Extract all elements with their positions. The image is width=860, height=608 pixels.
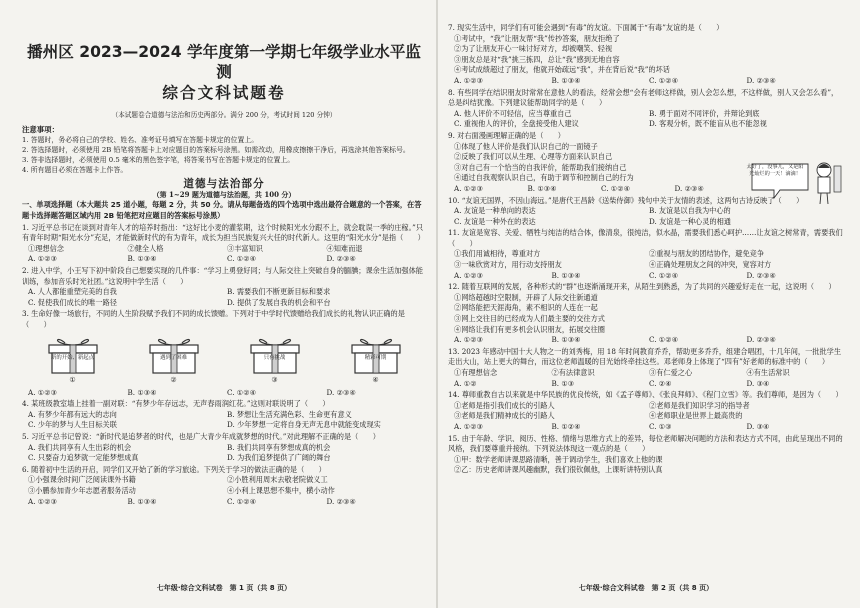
question-options <box>448 271 844 282</box>
exam-title: 播州区 2023—2024 学年度第一学期七年级学业水平监测 <box>27 43 421 81</box>
option-b: B. ①③④ <box>551 270 581 280</box>
option-b: B. 梦想让生活充满色彩、生命更有意义 <box>227 409 352 419</box>
gift-number: ① <box>69 376 76 385</box>
option-c: C. ①②④ <box>601 183 631 193</box>
option-a: A. 友谊是一种单向的表达 <box>454 206 536 216</box>
option-c: C. ①②④ <box>227 496 257 506</box>
item: ①有理想信念 <box>454 368 498 377</box>
gift-illustrations <box>22 335 426 386</box>
gift-box <box>142 335 206 386</box>
option-c: C. 只要奋力追梦就一定能梦想成真 <box>28 453 139 463</box>
item: ①甲：数学老师讲课思路清晰，善于调动学生，我们喜欢上他的课 <box>454 454 663 464</box>
question-11 <box>448 228 844 281</box>
item: ③朋友总是对“我”挑三拣四，总让“我”感到无地自容 <box>454 54 620 64</box>
question-5 <box>22 432 426 464</box>
item: ①理想信念 <box>28 243 64 253</box>
option-b: B. ①③④ <box>127 254 157 264</box>
question-options <box>22 254 426 265</box>
section-title: 道德与法治部分 <box>183 178 265 191</box>
item: ③网上交往目的已经成为人们最主要的交往方式 <box>454 314 605 324</box>
question-items <box>448 34 844 76</box>
option-c: C. ②④ <box>649 378 672 388</box>
option-a: A. ①②③ <box>454 183 484 193</box>
item: ①老师是指引我们成长的引路人 <box>454 400 555 410</box>
question-options <box>22 497 426 508</box>
question-stem: 8. 有些同学在结识朋友时常常在意他人的看法，经常会想“会有老师这样做，别人会怎么想，不这样做，别人又会怎么看”，总是纠结犹豫。下列建议能帮助同学的是（ ） <box>448 87 839 108</box>
item: ③老师是我们精神成长的引路人 <box>454 411 555 421</box>
option-a: A. ①②③ <box>454 421 484 431</box>
gift-number: ④ <box>372 376 379 385</box>
question-stem: 10. “友谊无国界，不因山海远。”是唐代王昌龄《送柴侍御》残句中关于友情的表述，这两句古诗反映了（ ） <box>448 195 804 205</box>
option-a: A. 有梦少年都有远大的志向 <box>28 409 117 419</box>
question-options <box>448 184 748 195</box>
item: ①体现了他人评价是我们认识自己的一面镜子 <box>454 141 598 151</box>
question-items <box>448 293 844 335</box>
exam-subtitle: 综合文科试题卷 <box>162 84 286 102</box>
option-b: B. 友谊是以自我为中心的 <box>649 206 731 216</box>
option-a: A. ①② <box>454 378 477 388</box>
note-item: 3. 答非选择题时，必须使用 0.5 毫米的黑色签字笔，将答案书写在答题卡规定的位置上。 <box>22 156 295 165</box>
note-item: 1. 答题时，务必将自己的学校、姓名、准考证号填写在答题卡规定的位置上。 <box>22 136 259 145</box>
question-items <box>448 368 844 379</box>
option-d: D. 客观分析，既不能盲从也不能忽视 <box>649 119 767 129</box>
question-stem: 7. 现实生活中，同学们有可能会遇到“有毒”的友谊。下面属于“有毒”友谊的是（ ） <box>448 23 724 32</box>
item: ②乙：历史老师讲课风趣幽默，我们很钦佩他，上课听讲特别认真 <box>454 465 663 475</box>
option-d: D. ②③④ <box>746 335 776 345</box>
option-a: A. ①②③ <box>28 496 58 506</box>
item: ④知难而退 <box>326 243 363 253</box>
item: ③对自己有一个恰当的自我评价，能帮助我们接纳自己 <box>454 162 627 172</box>
item: ④通过自我观察认识自己，有助于调节和控制自己的行为 <box>454 173 634 183</box>
item: ③小鹏参加青少年志愿者服务活动 <box>28 486 136 496</box>
notes-heading: 注意事项： <box>22 124 59 134</box>
question-stem: 12. 随着互联网的发展，各种形式的“群”也逐渐涌现开来，从陌生到熟悉，为了共同的兴趣爱好走在一起，这说明（ ） <box>448 282 836 292</box>
option-d: D. ③④ <box>746 421 770 431</box>
option-d: D. ②③④ <box>674 183 704 193</box>
question-stem: 11. 友谊是宽容、关爱、牺牲与纯洁的结合体，像清泉，很纯洁，似水晶，需要我们悉心呵护……让友谊之树常青，需要我们（ ） <box>448 228 843 248</box>
item: ②老师是我们知识学习的指导者 <box>649 400 750 410</box>
option-c: C. ①②④ <box>649 270 679 280</box>
item: ①网络超越时空限制，开辟了人际交往新通道 <box>454 292 598 302</box>
item: ②小胜利用周末去敬老院做义工 <box>227 475 328 485</box>
option-c: C. 少年的梦与人生目标关联 <box>28 420 117 430</box>
option-a: A. 他人评价不可轻信，应当尊重自己 <box>454 108 572 118</box>
page-right <box>448 22 844 594</box>
question-1 <box>22 223 426 265</box>
question-8 <box>448 88 844 130</box>
item: ④有生活常识 <box>746 368 790 377</box>
question-items <box>448 249 844 270</box>
question-13 <box>448 347 844 389</box>
question-stem: 14. 尊师重教自古以来就是中华民族的优良传统，如《孟子尊师》、《张良拜师》、《程门立雪》等。我们尊师，是因为（ ） <box>448 390 843 400</box>
option-a: A. ①②③ <box>454 75 484 85</box>
option-c: C. ①②④ <box>227 254 257 264</box>
option-a: A. ①②③ <box>454 335 484 345</box>
item: ②重视与朋友的团结协作，避免竞争 <box>649 249 765 259</box>
option-b: B. ①③④ <box>127 496 157 506</box>
option-b: B. 我们共同享有梦想成真的机会 <box>227 442 331 452</box>
item: ②健全人格 <box>127 243 164 253</box>
option-b: B. ①③ <box>551 378 575 388</box>
option-a: A. 人人都能重塑完美的自我 <box>28 287 117 297</box>
option-b: B. 勇于面对不同评价，并辩论到底 <box>649 108 760 118</box>
question-options <box>448 76 844 87</box>
gift-label: 只有挑战 <box>263 354 286 361</box>
gift-number: ③ <box>271 376 278 385</box>
option-b: B. ①②④ <box>551 421 581 431</box>
gift-label: 遇到了困难 <box>160 354 187 361</box>
option-b: B. ①③④ <box>551 335 581 345</box>
item: ②为了让朋友开心一味讨好对方，却被嘲笑、轻视 <box>454 44 613 54</box>
question-stem: 6. 随着初中生活的开启，同学们又开始了新的学习旅途。下列关于学习的做法正确的是（ ） <box>22 464 326 474</box>
question-items <box>448 401 844 422</box>
question-items <box>448 455 844 476</box>
notes <box>22 125 426 176</box>
question-7 <box>448 23 844 87</box>
item: ①小强课余时间广泛阅读课外书籍 <box>28 475 136 485</box>
item: ④小利上课思想不集中，横小动作 <box>227 486 335 496</box>
question-items <box>448 142 748 184</box>
item: ②网络能把天涯海角，素不相识的人连在一起 <box>454 303 598 313</box>
question-items <box>22 475 426 496</box>
gift-box <box>41 335 105 386</box>
question-stem: 3. 生命好像一场旅行，不同的人生阶段赋予我们不同的成长馈赠。下列对于中学时代馈赠给我们成长的礼物认识正确的是（ ） <box>22 309 405 329</box>
question-options <box>448 206 844 227</box>
question-options <box>448 379 844 390</box>
option-c: C. ①②④ <box>649 75 679 85</box>
item: ③有仁爱之心 <box>649 368 693 377</box>
option-b: B. ①③④ <box>527 183 557 193</box>
item: ③一味欣赏对方，用行动支持朋友 <box>454 260 562 270</box>
note-item: 2. 答选择题时，必须使用 2B 铅笔将答题卡上对应题目的答案标号涂黑。如需改动，用橡皮擦擦干净后，再选涂其他答案标号。 <box>22 146 410 155</box>
question-stem: 15. 由于年龄、学识、阅历、性格、情绪与思维方式上的差异，每位老师解决问题的方法和表达方式不同，由此呈现出不同的风格，我们要尊重并接纳。下列说法体现这一观点的是（ ） <box>448 433 843 454</box>
option-d: D. 提供了发展自我的机会和平台 <box>227 297 331 307</box>
question-options <box>22 388 426 399</box>
part-heading: 一、单项选择题（本大题共 25 道小题，每题 2 分，共 50 分。请从每题备选的四个选项中选出最符合题意的一个答案，在答题卡选择题答题区域内用 2B 铅笔把对应题目的答案标号涂黑） <box>22 200 422 220</box>
question-options <box>22 443 426 464</box>
item: ①我们用诚相待，尊重对方 <box>454 249 541 259</box>
item: ④网络让我们有更多机会认识朋友，拓展交往圈 <box>454 324 605 334</box>
item: ④考试成绩超过了朋友，他就开始疏远“我”，并在背后说“我”的坏话 <box>454 65 670 75</box>
gift-box <box>344 335 408 386</box>
option-b: B. 需要我们不断更新目标和要求 <box>227 287 331 297</box>
question-14 <box>448 390 844 432</box>
option-d: D. ②③④ <box>326 387 356 397</box>
item: ②有法律意识 <box>551 368 595 377</box>
question-options <box>22 410 426 431</box>
question-3 <box>22 309 426 398</box>
item: ②反映了我们可以从生理、心理等方面来认识自己 <box>454 152 613 162</box>
question-stem: 5. 习近平总书记曾说：“新时代是追梦者的时代，也是广大青少年成就梦想的时代。”对此理解不正确的是（ ） <box>22 432 380 442</box>
option-c: C. 促使我们成长的唯一路径 <box>28 297 117 307</box>
page-footer: 七年级·综合文科试卷 第 1 页（共 8 页） <box>156 584 292 593</box>
gift-box <box>243 335 307 386</box>
question-items <box>22 244 426 255</box>
item: ④正确处理朋友之间的冲突，宽容对方 <box>649 260 772 270</box>
item: ④老师职业是世界上最高贵的 <box>649 411 743 421</box>
question-6 <box>22 465 426 507</box>
gift-label: 新的开始、新起点 <box>50 354 95 361</box>
question-options <box>448 335 844 346</box>
option-a: A. ①②③ <box>28 254 58 264</box>
question-15 <box>448 434 844 476</box>
page-fold <box>436 0 438 608</box>
option-b: B. ①③④ <box>127 387 157 397</box>
option-c: C. ①②④ <box>227 387 257 397</box>
option-c: C. 重视他人的评价，全盘接受他人建议 <box>454 119 579 129</box>
option-d: D. ②③④ <box>746 270 776 280</box>
question-2 <box>22 266 426 308</box>
option-d: D. 少年梦想一定将自身无声无息中就能变成现实 <box>227 420 381 430</box>
gift-label: 精彩可期 <box>364 354 387 361</box>
option-a: A. ①②③ <box>454 270 484 280</box>
option-d: D. ②③④ <box>326 254 356 264</box>
option-c: C. ①②④ <box>649 335 679 345</box>
gift-number: ② <box>170 376 177 385</box>
item: ①考试中，“我”让朋友帮“我”传抄答案，朋友拒绝了 <box>454 33 620 43</box>
option-c: C. ①③ <box>649 421 672 431</box>
question-stem: 1. 习近平总书记在谈到对青年人才的培养时指出：“这好比小麦的灌浆期，这个时候阳光水分跟不上，就会耽误一季的庄稼。”只有青年时期“阳光水分”充足，才能做新时代的有为青年，成长为担当民族复兴大任的时代新人。这里的“阳光水分”是指（ ） <box>22 222 425 243</box>
exam-note: （本试题卷合道德与法治和历史两部分。满分 200 分，考试时间 120 分钟） <box>111 111 337 119</box>
question-stem: 4. 某班级教室墙上挂着一副对联：“有梦少年存远志，无声春雨润红花。”这则对联说明了（ ） <box>22 399 330 409</box>
page-footer: 七年级·综合文科试卷 第 2 页（共 8 页） <box>578 584 714 593</box>
option-a: A. ①②③ <box>28 387 58 397</box>
question-stem: 13. 2023 年感动中国十大人物之一的刘秀梅，用 18 年时间教育乔乔，帮助更多乔乔，组建合唱团，十几年间，一批批学生走出大山，站上更大的舞台，而这位老师温暖的目光始终牵挂这些。邓老师身上体现了“四有”好老师的标准中的（ ） <box>448 346 842 367</box>
cartoon-bubble-text: 太好了，没事儿，又是阳光灿烂的一天！滴滴！ <box>746 164 804 177</box>
option-c: C. 友谊是一种外在的表达 <box>454 216 536 226</box>
option-d: D. ②③④ <box>326 496 356 506</box>
question-4 <box>22 399 426 431</box>
question-stem: 2. 进入中学，小王写下初中阶段自己想要实现的几件事：“学习上勇登好同；与人际交往上突破自身的腼腆；课余生活加强体能训练，参加音乐时光社团。”这说明中学生活（ ） <box>22 265 423 286</box>
item: ③丰富知识 <box>227 243 263 253</box>
note-item: 4. 所有题目必须在答题卡上作答。 <box>22 166 128 175</box>
option-d: D. ③④ <box>746 378 770 388</box>
question-options <box>448 422 844 433</box>
option-d: D. ②③④ <box>746 75 776 85</box>
option-d: D. 为我们追梦提供了广阔的舞台 <box>227 453 331 463</box>
page-left <box>22 22 426 594</box>
option-b: B. ①③④ <box>551 75 581 85</box>
option-a: A. 我们共同享有人生出彩的机会 <box>28 442 132 452</box>
section-subtitle: （第 1~29 题为道德与法治题，共 100 分） <box>152 189 296 199</box>
question-12 <box>448 282 844 346</box>
question-stem: 9. 对右面漫画理解正确的是（ ） <box>448 130 565 140</box>
question-options <box>448 109 844 130</box>
question-options <box>22 287 426 308</box>
option-d: D. 友谊是一种心灵的相通 <box>649 216 731 226</box>
